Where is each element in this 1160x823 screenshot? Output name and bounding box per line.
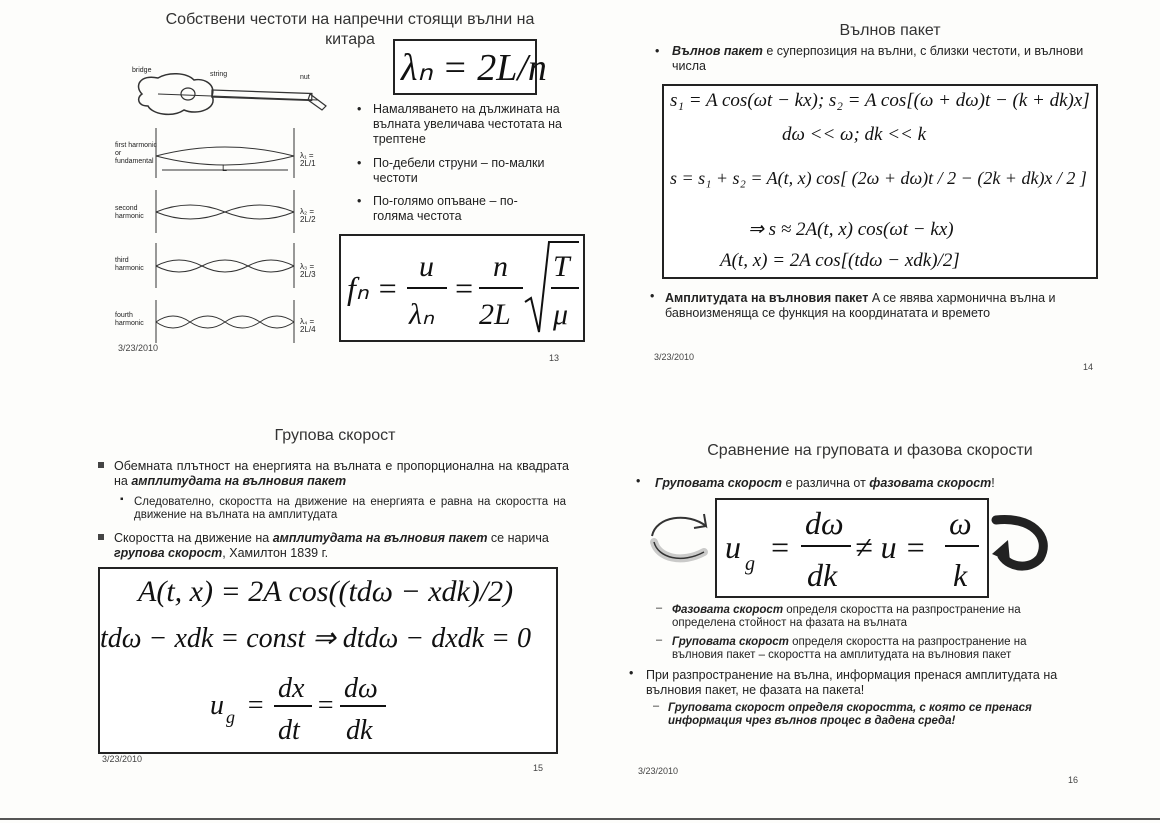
bullet-dot: • — [629, 666, 634, 680]
s15-b2-bold1: амплитудата на вълновия пакет — [272, 531, 488, 545]
guitar-drawing — [128, 64, 328, 122]
eq-line-5: A(t, x) = 2A cos[(tdω − xdk)/2] — [720, 250, 960, 271]
s15-bullet-1 — [114, 459, 569, 489]
cmp-neq: ≠ u = — [855, 529, 927, 565]
s15-b2-t1: Скоростта на движение на — [114, 531, 273, 545]
ug-f2-num: dω — [344, 673, 378, 704]
s15-b2-t2: се нарича — [487, 531, 549, 545]
bullet-dot: • — [357, 194, 362, 208]
label-string: string — [210, 71, 228, 78]
cmp-f2-num: ω — [949, 505, 972, 541]
freq-f2-den: 2L — [479, 298, 511, 331]
velocity-comparison-formula — [717, 500, 987, 596]
wave-packet-equations-box — [662, 84, 1098, 279]
eq-line-2: dω << ω; dk << k — [782, 124, 927, 145]
s15-bullet-1-text: Обемната плътност на енергията на вълната е пропорционална на квадрата на — [114, 459, 569, 488]
s14-bullet-1-text: е суперпозиция на вълни, с близки честоти, и вълнови числа — [672, 44, 1084, 73]
slide-14-page: 14 — [1083, 362, 1094, 372]
s13-bullet-3: По-голямо опъване – по-голяма честота — [373, 194, 518, 223]
s16-dash-1 — [672, 604, 1072, 630]
s16-d2-text: определя скоростта на разпространение на вълновия пакет – скоростта на амплитудата на вълновия пакет — [672, 636, 1027, 661]
frequency-formula — [341, 236, 583, 340]
slide-13-title-line2: китара — [325, 31, 375, 48]
curved-arrow-right-icon — [990, 510, 1052, 576]
eq-group-velocity — [200, 669, 400, 749]
length-label: L — [222, 163, 228, 173]
s16-d1-text: определя скоростта на разпространение на определена стойност на фазата на вълната — [672, 604, 1021, 629]
s13-bullet-2: По-дебели струни – по-малки честоти — [373, 156, 545, 185]
freq-f1-den: λₙ — [409, 298, 434, 331]
slide-14-title: Вълнов пакет — [839, 22, 941, 39]
slide-13-title: Собствени честоти на напречни стоящи вълни на — [165, 11, 535, 28]
harmonic-1-label: first harmonic or fundamental — [115, 142, 158, 165]
s14-bullet-1-bold: Вълнов пакет — [672, 44, 763, 58]
lambda-formula: λₙ = 2L/n — [401, 47, 547, 89]
freq-sqrt-den: μ — [553, 298, 569, 331]
dash-bullet: – — [656, 634, 663, 646]
eq-const: tdω − xdk = const ⇒ dtdω − dxdk = 0 — [100, 623, 531, 654]
ug-f1-num: dx — [278, 673, 305, 704]
freq-lhs: fₙ = — [347, 270, 399, 306]
cmp-f1-den: dk — [807, 557, 838, 593]
cmp-f2-den: k — [953, 557, 968, 593]
ug-eq2: = — [316, 690, 335, 721]
s14-bullet-2-bold: Амплитудата на вълновия пакет — [665, 291, 869, 305]
group-velocity-equations-box — [98, 567, 558, 754]
freq-eq: = — [453, 270, 475, 306]
slide-13-page: 13 — [549, 353, 560, 363]
s13-bullet-1: Намаляването на дължината на вълната увеличава честотата на трептене — [373, 102, 562, 146]
ug-lhs: u — [210, 690, 224, 721]
ug-f2-den: dk — [346, 715, 373, 746]
slide-16-date: 3/23/2010 — [638, 766, 679, 776]
eq-line-4: ⇒ s ≈ 2A(t, x) cos(ωt − kx) — [748, 219, 954, 240]
s16-b1-text: е различна от — [782, 476, 870, 490]
bullet-dot: • — [655, 44, 660, 58]
cmp-sub: g — [745, 553, 755, 575]
harmonic-4-label: fourth harmonic — [115, 312, 144, 327]
ug-eq: = — [246, 690, 265, 721]
slide-15-page: 15 — [533, 763, 544, 773]
slide-14-date: 3/23/2010 — [654, 352, 695, 362]
harmonic-3-label: third harmonic — [115, 257, 144, 272]
s16-b1-bold2: фазовата скорост — [869, 476, 992, 490]
ug-sub: g — [226, 707, 235, 727]
freq-sqrt-num: T — [553, 250, 570, 283]
s14-bullet-2 — [665, 291, 1100, 321]
label-bridge: bridge — [132, 67, 152, 74]
s16-b1-bold1: Груповата скорост — [655, 476, 783, 490]
bullet-dot: • — [357, 102, 362, 116]
s15-sub-bullet: Следователно, скоростта на движение на енергията е равна на скоростта на движение на вълната на амплитудата — [134, 496, 566, 521]
sub-bullet-square: ▪ — [120, 494, 124, 505]
s16-b1-end: ! — [991, 476, 995, 490]
s16-bullet-2: При разпространение на вълна, информация пренася амплитудата на вълновия пакет, не фазата на пакета! — [646, 668, 1058, 697]
cmp-f1-num: dω — [805, 505, 844, 541]
harmonic-1-lambda: λ₁ = 2L/1 — [300, 151, 316, 168]
ug-f1-den: dt — [278, 715, 300, 746]
frequency-formula-box — [339, 234, 585, 342]
s14-bullet-1 — [672, 44, 1087, 74]
s15-b2-t3: , Хамилтон 1839 г. — [222, 546, 329, 560]
bullet-dot: • — [636, 474, 641, 488]
freq-f1-num: u — [419, 250, 434, 283]
harmonic-2-label: second harmonic — [115, 205, 144, 220]
eq-line-1: s₁ = A cos(ωt − kx); s₂ = A cos[(ω + dω)t − (k + dk)x] — [670, 90, 1090, 111]
bullet-dot: • — [357, 156, 362, 170]
square-bullet — [98, 534, 104, 540]
curved-arrow-left-icon — [648, 506, 712, 576]
harmonic-4-lambda: λ₄ = 2L/4 — [300, 317, 316, 334]
scan-bottom-edge — [0, 818, 1160, 820]
s16-d1-bold: Фазовата скорост — [672, 604, 784, 616]
cmp-lhs: u — [725, 529, 741, 565]
s16-sub-bullet: Груповата скорост определя скоростта, с която се пренася информация чрез вълнов процес в дадена среда! — [668, 702, 1032, 727]
slide-15-title: Групова скорост — [274, 427, 396, 444]
harmonic-2-lambda: λ₂ = 2L/2 — [300, 207, 316, 224]
label-nut: nut — [300, 74, 310, 81]
cmp-eq: = — [769, 529, 791, 565]
slide-16-title: Сравнение на груповата и фазова скорости — [707, 442, 1033, 459]
harmonic-3-lambda: λ₃ = 2L/3 — [300, 262, 316, 279]
s15-bullet-1-bold: амплитудата на вълновия пакет — [131, 474, 347, 488]
s16-d2-bold: Груповата скорост — [672, 636, 789, 648]
s14-bullet-2-text: A се явява хармонична вълна и бавноизменяща се функция на координатата и времето — [665, 291, 1056, 320]
harmonics-diagram — [152, 128, 298, 348]
s16-bullet-1 — [655, 476, 1075, 491]
slide-16-page: 16 — [1068, 775, 1079, 785]
square-bullet — [98, 462, 104, 468]
velocity-comparison-box — [715, 498, 989, 598]
slide-13-date: 3/23/2010 — [118, 343, 159, 353]
eq-line-3: s = s₁ + s₂ = A(t, x) cos[ (2ω + dω)t / 2 − (2k + dk)x / 2 ] — [670, 168, 1087, 188]
s15-bullet-2 — [114, 531, 569, 561]
dash-bullet: – — [656, 602, 663, 614]
freq-f2-num: n — [493, 250, 508, 283]
s16-dash-2 — [672, 636, 1072, 662]
lambda-formula-box — [393, 39, 547, 95]
bullet-dot: • — [650, 289, 655, 303]
s15-b2-bold2: групова скорост — [114, 546, 223, 560]
slide-15-date: 3/23/2010 — [102, 754, 143, 764]
eq-amplitude: A(t, x) = 2A cos((tdω − xdk)/2) — [138, 575, 514, 608]
dash-bullet: – — [653, 700, 660, 712]
